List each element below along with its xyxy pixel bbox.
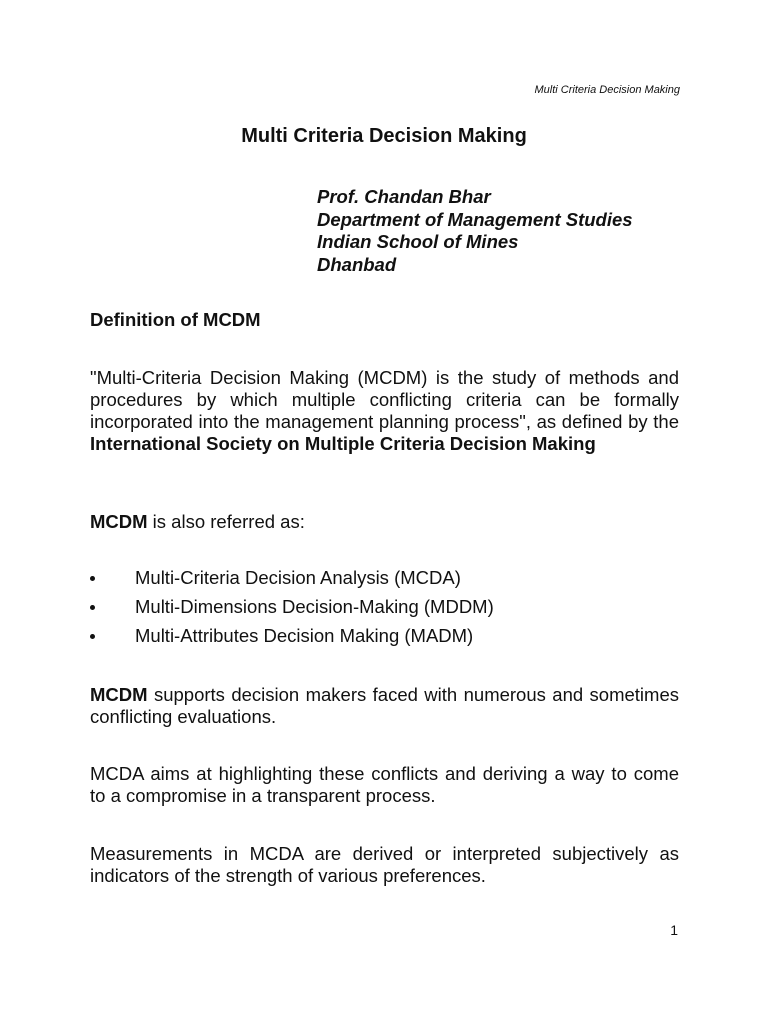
page-number: 1 <box>670 922 678 938</box>
bullet-icon <box>90 576 95 581</box>
author-block <box>317 186 633 276</box>
definition-text: "Multi-Criteria Decision Making (MCDM) is the study of methods and procedures by which multiple conflicting criteria can be formally incorporated into the management planning process", as defined by the <box>90 367 679 432</box>
running-header: Multi Criteria Decision Making <box>534 84 680 96</box>
bullet-icon <box>90 634 95 639</box>
list-item <box>90 567 679 596</box>
list-item <box>90 625 679 654</box>
author-department: Department of Management Studies <box>317 208 633 230</box>
definition-organization: International Society on Multiple Criteria Decision Making <box>90 433 596 454</box>
also-referred-text: is also referred as: <box>147 511 305 532</box>
section-heading: Definition of MCDM <box>90 309 261 330</box>
author-institution: Indian School of Mines <box>317 231 519 252</box>
list-item-text: Multi-Criteria Decision Analysis (MCDA) <box>135 567 461 588</box>
also-referred-term: MCDM <box>90 511 148 532</box>
definition-paragraph <box>90 367 679 455</box>
author-city: Dhanbad <box>317 253 397 275</box>
also-referred-paragraph <box>90 511 679 533</box>
measurements-paragraph: Measurements in MCDA are derived or interpreted subjectively as indicators of the strength of various preferences. <box>90 843 679 886</box>
list-item-text: Multi-Attributes Decision Making (MADM) <box>135 625 474 646</box>
supports-term: MCDM <box>90 684 148 705</box>
list-item <box>90 596 679 625</box>
alternatives-list <box>90 567 679 654</box>
supports-text: supports decision makers faced with numerous and sometimes conflicting evaluations. <box>90 684 679 727</box>
document-title: Multi Criteria Decision Making <box>241 125 527 147</box>
aims-paragraph: MCDA aims at highlighting these conflicts and deriving a way to come to a compromise in a transparent process. <box>90 763 679 806</box>
supports-paragraph <box>90 684 679 728</box>
bullet-icon <box>90 605 95 610</box>
author-name: Prof. Chandan Bhar <box>317 186 491 207</box>
list-item-text: Multi-Dimensions Decision-Making (MDDM) <box>135 596 494 617</box>
